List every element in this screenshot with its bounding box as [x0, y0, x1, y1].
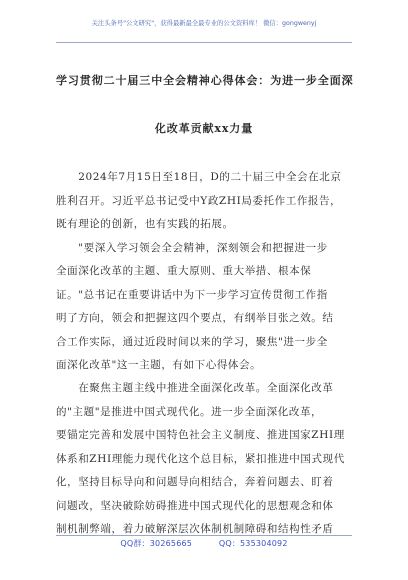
body-line: 明了方向，领会和把握这四个要点，有纲举目张之效。结	[56, 312, 334, 324]
document-title-line-2: 化改革贡献xx力量	[154, 122, 254, 135]
body-line: 既有理论的创新，也有实践的拓展。	[56, 218, 234, 230]
body-line: 证。"总书记在重要讲话中为下一步学习宣传贯彻工作指	[56, 289, 328, 301]
body-line: 在聚焦主题主线中推进全面深化改革。全面深化改革	[56, 382, 334, 394]
footer-qq-number: QQ：535304092	[218, 539, 288, 548]
header-banner: 关注头条号"公文研究"，获得最新最全最专业的公文资料库！ 微信：gongwenyj	[91, 20, 317, 27]
body-line: 全面深化改革的主题、重大原则、重大举措、根本保	[56, 265, 312, 277]
body-line: 要锚定完善和发展中国特色社会主义制度、推进国家ZHI理	[56, 429, 345, 441]
document-title-line-1: 学习贯彻二十届三中全会精神心得体会：为进一步全面深	[56, 74, 354, 87]
footer-qq-group: QQ群：30265665	[120, 539, 193, 548]
body-line: "要深入学习领会全会精神，深刻领会和把握进一步	[56, 242, 328, 254]
body-line: 化，坚持目标导向和问题导向相结合，奔着问题去、盯着	[56, 476, 334, 488]
body-line: 问题改，坚决破除妨碍推进中国式现代化的思想观念和体	[56, 500, 334, 512]
footer	[56, 538, 352, 549]
footer-divider	[56, 535, 352, 536]
body-line: 胜利召开。习近平总书记受中Y政ZHI局委托作工作报告，	[56, 195, 342, 207]
body-line: 制机制弊端，着力破解深层次体制机制障碍和结构性矛盾	[56, 523, 334, 535]
body-line: 面深化改革"这一主题，有如下心得体会。	[56, 359, 262, 371]
header-divider	[56, 42, 352, 43]
body-line: 2024年7月15日至18日，D的二十届三中全会在北京	[56, 171, 342, 183]
body-line: 体系和ZHI理能力现代化这个总目标，紧扣推进中国式现代	[56, 453, 345, 465]
body-line: 的"主题"是推进中国式现代化。进一步全面深化改革，	[56, 406, 323, 418]
body-line: 合工作实际，通过近段时间以来的学习，聚焦"进一步全	[56, 336, 328, 348]
